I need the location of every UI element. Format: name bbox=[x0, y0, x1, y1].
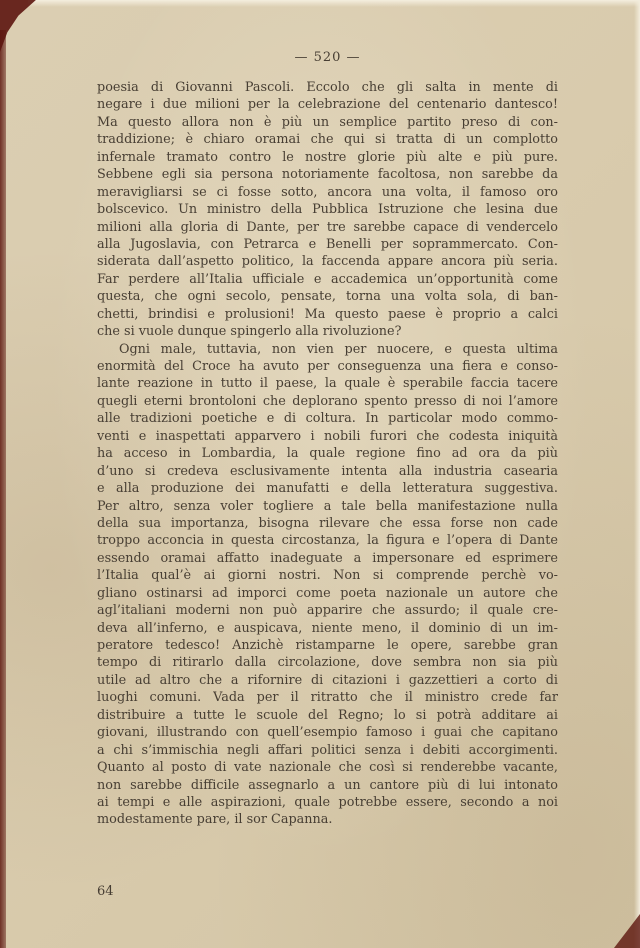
text-line: Sebbene egli sia persona notoriamente facoltosa, non sarebbe da bbox=[97, 167, 558, 183]
text-line: troppo acconcia in questa circostanza, la figura e l’opera di Dante bbox=[97, 533, 558, 549]
text-line: Ma questo allora non è più un semplice partito preso di con- bbox=[97, 114, 558, 130]
text-line: Far perdere all’Italia ufficiale e accademica un’opportunità come bbox=[97, 271, 558, 287]
text-line: modestamente pare, il sor Capanna. bbox=[97, 812, 333, 828]
text-line: alle tradizioni poetiche e di coltura. In particolar modo commo- bbox=[97, 411, 558, 427]
text-line: agl’italiani moderni non può apparire che assurdo; il quale cre- bbox=[97, 603, 558, 619]
text-line: deva all’inferno, e auspicava, niente meno, il dominio di un im- bbox=[97, 620, 558, 636]
text-line: Per altro, senza voler togliere a tale bella manifestazione nulla bbox=[97, 498, 558, 514]
text-line: milioni alla gloria di Dante, per tre sarebbe capace di vendercelo bbox=[97, 219, 558, 235]
text-line: ha acceso in Lombardia, la quale regione fino ad ora da più bbox=[97, 446, 558, 462]
text-line: essendo oramai affatto inadeguate a impersonare ed esprimere bbox=[97, 550, 558, 566]
text-line: poesia di Giovanni Pascoli. Eccolo che gli salta in mente di bbox=[97, 80, 558, 95]
text-line: quegli eterni brontoloni che deplorano spento presso di noi l’amore bbox=[97, 393, 558, 409]
text-line: a chi s’immischia negli affari politici senza i debiti accorgimenti. bbox=[97, 742, 558, 758]
text-line: ai tempi e alle aspirazioni, quale potrebbe essere, secondo a noi bbox=[97, 794, 558, 810]
signature-mark: 64 bbox=[97, 884, 114, 899]
text-line: meravigliarsi se ci fosse sotto, ancora una volta, il famoso oro bbox=[97, 184, 558, 200]
text-line: utile ad altro che a rifornire di citazioni i gazzettieri a corto di bbox=[97, 672, 558, 688]
text-line: l’Italia qual’è ai giorni nostri. Non si comprende perchè vo- bbox=[97, 568, 558, 584]
text-line: tempo di ritirarlo dalla circolazione, dove sembra non sia più bbox=[97, 655, 558, 671]
text-line: che si vuole dunque spingerlo alla rivoluzione? bbox=[97, 324, 402, 340]
text-line: chetti, brindisi e prolusioni! Ma questo paese è proprio a calci bbox=[97, 306, 558, 322]
text-line: peratore tedesco! Anzichè ristamparne le opere, sarebbe gran bbox=[97, 638, 558, 653]
text-line: alla Jugoslavia, con Petrarca e Benelli per soprammercato. Con- bbox=[97, 236, 558, 252]
text-line: siderata dall’aspetto politico, la faccenda appare ancora più seria. bbox=[97, 254, 558, 270]
text-line: della sua importanza, bisogna rilevare che essa forse non cade bbox=[97, 515, 558, 531]
text-line: traddizione; è chiaro oramai che qui si tratta di un complotto bbox=[97, 132, 558, 148]
page-number-header: — 520 — bbox=[294, 50, 361, 65]
text-line: e alla produzione dei manufatti e della letteratura suggestiva. bbox=[97, 481, 558, 497]
text-line: infernale tramato contro le nostre glorie più alte e più pure. bbox=[97, 149, 558, 165]
text-line: gliano ostinarsi ad imporci come poeta nazionale un autore che bbox=[97, 585, 558, 601]
text-line: giovani, illustrando con quell’esempio famoso i guai che capitano bbox=[97, 725, 558, 741]
red-edge-stain-top-left bbox=[0, 0, 46, 52]
text-line: questa, che ogni secolo, pensate, torna una volta sola, di ban- bbox=[97, 289, 558, 305]
text-line: lante reazione in tutto il paese, la quale è sperabile faccia tacere bbox=[97, 376, 558, 392]
text-line: distribuire a tutte le scuole del Regno; lo si potrà additare ai bbox=[97, 707, 558, 723]
text-line: non sarebbe difficile assegnarlo a un cantore più di lui intonato bbox=[97, 777, 558, 793]
text-line: negare i due milioni per la celebrazione del centenario dantesco! bbox=[97, 97, 558, 113]
scan-edge-right bbox=[634, 0, 640, 948]
text-line: d’uno si credeva esclusivamente intenta alla industria casearia bbox=[97, 463, 558, 479]
text-line: enormità del Croce ha avuto per conseguenza una fiera e conso- bbox=[97, 359, 558, 374]
text-line: luoghi comuni. Vada per il ritratto che il ministro crede far bbox=[97, 690, 558, 706]
scan-edge-top bbox=[28, 0, 640, 7]
text-line: venti e inaspettati apparvero i nobili furori che codesta iniquità bbox=[97, 428, 558, 444]
text-line: Ogni male, tuttavia, non vien per nuocere, e questa ultima bbox=[119, 341, 558, 357]
text-line: Quanto al posto di vate nazionale che così si renderebbe vacante, bbox=[97, 760, 558, 776]
red-edge-stain-left bbox=[0, 30, 6, 948]
text-line: bolscevico. Un ministro della Pubblica Istruzione che lesina due bbox=[97, 202, 558, 218]
page-body bbox=[97, 79, 558, 829]
